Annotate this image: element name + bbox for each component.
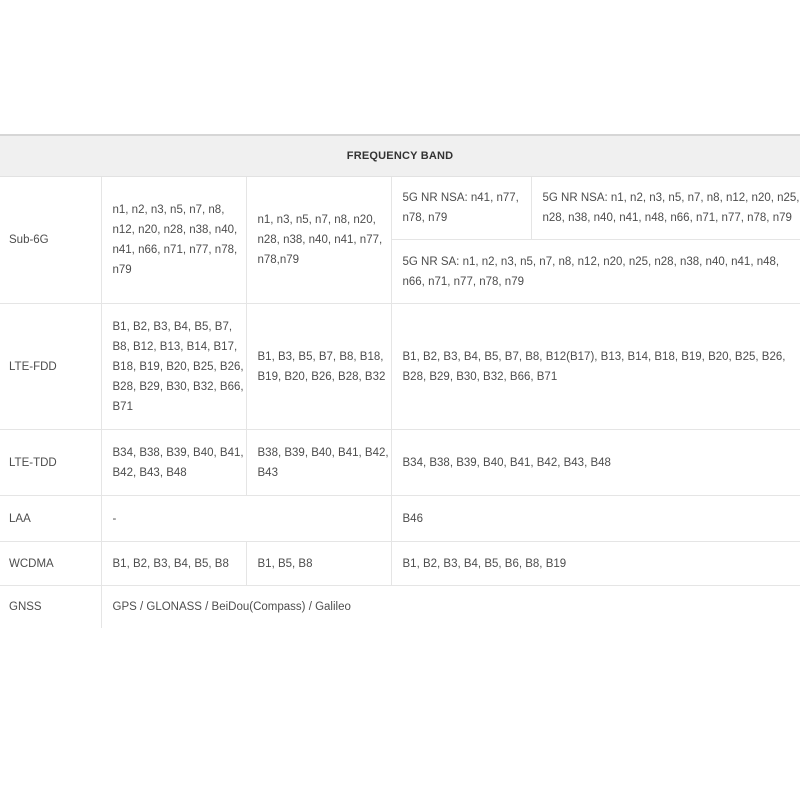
lte-tdd-col2: B38, B39, B40, B41, B42, B43 (246, 430, 391, 496)
lte-fdd-col3: B1, B2, B3, B4, B5, B7, B8, B12(B17), B13, B14, B18, B19, B20, B25, B26, B28, B29, B30, B32, B66, B71 (391, 304, 800, 430)
row-label-gnss: GNSS (9, 600, 42, 613)
table-row-lte-tdd (0, 430, 800, 496)
lte-tdd-col1: B34, B38, B39, B40, B41, B42, B43, B48 (101, 430, 246, 496)
lte-fdd-col2: B1, B3, B5, B7, B8, B18, B19, B20, B26, B28, B32 (246, 304, 391, 430)
sub6g-sa: 5G NR SA: n1, n2, n3, n5, n7, n8, n12, n20, n25, n28, n38, n40, n41, n48, n66, n71, n77, n78, n79 (391, 240, 800, 304)
wcdma-col1: B1, B2, B3, B4, B5, B8 (101, 542, 246, 586)
sub6g-nsa-a: 5G NR NSA: n41, n77, n78, n79 (391, 177, 531, 240)
sub6g-col2: n1, n3, n5, n7, n8, n20, n28, n38, n40, n41, n77, n78,n79 (246, 177, 391, 304)
frequency-band-table (0, 134, 800, 628)
row-label-wcdma: WCDMA (0, 542, 101, 586)
wcdma-col2: B1, B5, B8 (246, 542, 391, 586)
sub6g-col1: n1, n2, n3, n5, n7, n8, n12, n20, n28, n38, n40, n41, n66, n71, n77, n78, n79 (101, 177, 246, 304)
row-label-lte-fdd: LTE-FDD (0, 304, 101, 430)
table-row-gnss (0, 586, 800, 628)
sub6g-nsa-b: 5G NR NSA: n1, n2, n3, n5, n7, n8, n12, n20, n25, n28, n38, n40, n41, n48, n66, n71, n77, n78, n79 (531, 177, 800, 240)
row-label-laa: LAA (0, 496, 101, 542)
table-row-sub6g (0, 177, 800, 240)
table-row-lte-fdd (0, 304, 800, 430)
table-header: FREQUENCY BAND (0, 135, 800, 177)
laa-col3: B46 (391, 496, 800, 542)
lte-fdd-col1: B1, B2, B3, B4, B5, B7, B8, B12, B13, B14, B17, B18, B19, B20, B25, B26, B28, B29, B30, B32, B66, B71 (101, 304, 246, 430)
laa-col1: - (101, 496, 391, 542)
table-row-wcdma (0, 542, 800, 586)
frequency-band-table-wrap (0, 134, 800, 628)
lte-tdd-col3: B34, B38, B39, B40, B41, B42, B43, B48 (391, 430, 800, 496)
gnss-value: GPS / GLONASS / BeiDou(Compass) / Galileo (101, 586, 800, 628)
row-label-lte-tdd: LTE-TDD (0, 430, 101, 496)
table-header-row (0, 135, 800, 177)
table-row-laa (0, 496, 800, 542)
row-label-sub6g: Sub-6G (0, 177, 101, 304)
wcdma-col3: B1, B2, B3, B4, B5, B6, B8, B19 (391, 542, 800, 586)
